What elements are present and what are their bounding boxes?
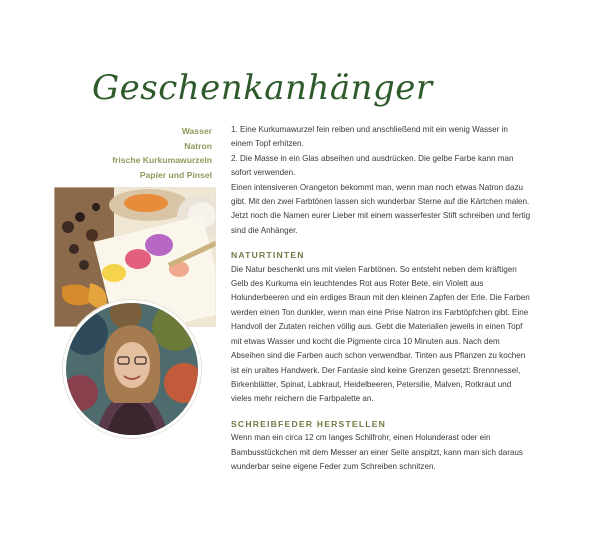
step-1: 1. Eine Kurkumawurzel fein reiben und anschließend mit ein wenig Wasser in einem Topf erhitzen. [231,125,508,149]
step-note: Einen intensiveren Orangeton bekommt man, wenn man noch etwas Natron dazu gibt. Mit den zwei Farbtönen lassen sich wunderbar Sterne auf die Kärtchen malen. Jetzt noch die Namen eurer Lieber mit einem wasserfester Stift schreiben und fertig sind die Anhänger. [231,182,531,235]
ingredient-item: frische Kurkumawurzeln [112,155,212,165]
section-heading-naturtinten: NATURTINTEN [231,250,305,261]
ingredient-item: Wasser [181,126,212,136]
body-text [231,123,531,474]
author-portrait [63,300,201,438]
ingredient-item: Papier und Pinsel [139,169,212,180]
ingredient-item: Natron [184,140,212,151]
step-2: 2. Die Masse in ein Glas abseihen und ausdrücken. Die gelbe Farbe kann man sofort verwenden. [231,153,514,178]
section-text-naturtinten: Die Natur beschenkt uns mit vielen Farbtönen. So entsteht neben dem kräftigen Gelb des Kurkuma ein leuchtendes Rot aus Roter Bete, ein Violett aus Holunderbeeren und ein erdiges Braun mit den kleinen Zapfen der Erle. Die Farben werden einen Ton dunkler, wenn man eine Prise Natron ins Farbtöpfchen gibt. Eine Handvoll der Zutaten reichen völlig aus. Gebt die Materialien jeweils in einen Topf mit etwas Wasser und kocht die Pigmente circa 10 Minuten aus. Nach dem Abseihen sind die Farben auch schon verwendbar. Tinten aus Pflanzen zu kochen ist ein uraltes Handwerk. Der Fantasie sind keine Grenzen gesetzt: Brennnessel, Birkenblätter, Spinat, Labkraut, Heidelbeeren, Petersilie, Malven, Rotkraut und vieles mehr reichern die Farbpalette an. [231,264,530,404]
page-title: Geschenkanhänger [92,68,433,108]
ingredient-list [60,124,212,182]
section-heading-schreibfeder: SCHREIBFEDER HERSTELLEN [231,418,387,429]
section-text-schreibfeder: Wenn man ein circa 12 cm langes Schilfrohr, einen Holunderast oder ein Bambusstückchen mit dem Messer an einer Seite anspitzt, kann man sich daraus wunderbar seine eigene Feder zum Schreiben schnitzen. [231,433,523,471]
